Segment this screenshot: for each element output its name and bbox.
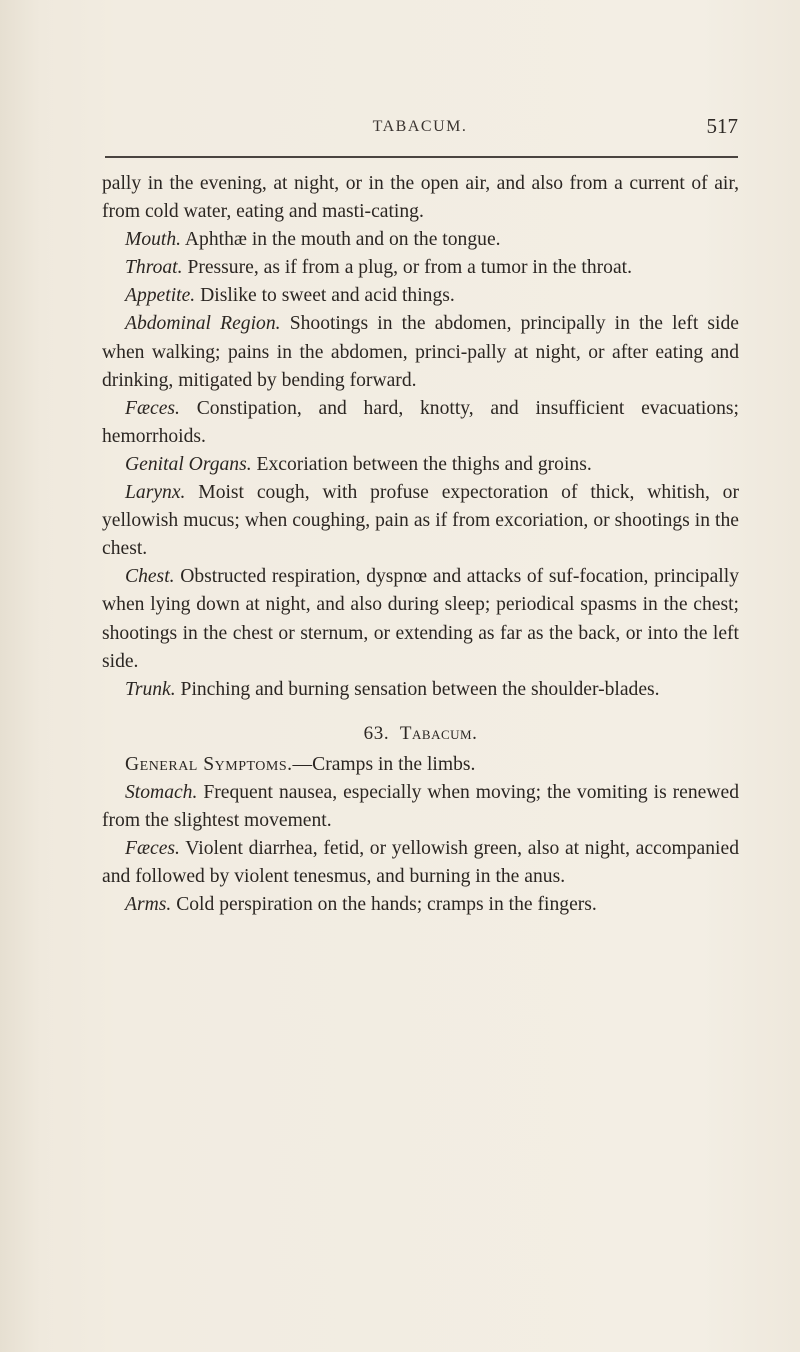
paragraph-faeces-2 [102, 835, 739, 891]
paragraph-text: Aphthæ in the mouth and on the tongue. [184, 229, 501, 251]
paragraph-label: Throat. [125, 257, 183, 279]
paragraph-label: Mouth. [125, 229, 182, 251]
section-number: 63. [363, 722, 390, 744]
paragraph-text: Dislike to sweet and acid things. [200, 285, 455, 307]
paragraph-label: General Symptoms. [125, 753, 293, 775]
paragraph-text: Excoriation between the thighs and groins. [256, 453, 592, 475]
header-rule [105, 156, 738, 158]
paragraph-label: Fæces. [125, 397, 180, 419]
page-header [102, 114, 738, 144]
paragraph-text: Cold perspiration on the hands; cramps in the fingers. [176, 894, 597, 916]
paragraph-text: pally in the evening, at night, or in the open air, and also from a current of air, from cold water, eating and masti-cating. [102, 173, 739, 223]
paragraph-abdominal-region [102, 310, 739, 394]
page-number: 517 [706, 114, 738, 138]
paragraph-text: Constipation, and hard, knotty, and insufficient evacuations; hemorrhoids. [102, 397, 739, 447]
running-title: TABACUM. [372, 118, 468, 135]
paragraph-text: Obstructed respiration, dyspnœ and attacks of suf-focation, principally when lying down at night, and also during sleep; periodical spasms in the chest; shootings in the chest or sternum, or extending as far as the back, or into the left side. [102, 566, 739, 672]
paragraph-label: Trunk. [125, 678, 176, 700]
paragraph-chest [102, 563, 739, 675]
paragraph-stomach [102, 779, 739, 835]
section-heading [102, 720, 739, 748]
paragraph-mouth [102, 226, 739, 254]
paragraph-label: Chest. [125, 566, 175, 588]
paragraph-arms [102, 891, 739, 919]
paragraph-throat [102, 254, 739, 282]
paragraph-text: Violent diarrhea, fetid, or yellowish green, also at night, accompanied and followed by violent tenesmus, and burning in the anus. [102, 838, 739, 888]
paragraph-text: Pressure, as if from a plug, or from a tumor in the throat. [187, 257, 632, 279]
paragraph-trunk [102, 676, 739, 704]
paragraph-label: Arms. [125, 894, 172, 916]
paragraph-label: Larynx. [125, 482, 186, 504]
paragraph-genital-organs [102, 451, 739, 479]
section-title: Tabacum. [399, 722, 478, 744]
paragraph-general-symptoms [102, 751, 739, 779]
paragraph-appetite [102, 282, 739, 310]
paragraph-label: Appetite. [125, 285, 196, 307]
paragraph-text: Moist cough, with profuse expectoration of thick, whitish, or yellowish mucus; when coughing, pain as if from excoriation, or shootings in the chest. [102, 482, 739, 560]
paragraph-larynx [102, 479, 739, 563]
paragraph-faeces [102, 395, 739, 451]
paragraph-text: Frequent nausea, especially when moving; the vomiting is renewed from the slightest movement. [102, 781, 739, 832]
paragraph-text: Pinching and burning sensation between the shoulder-blades. [180, 678, 660, 700]
body-text [102, 170, 739, 919]
paragraph-continuation [102, 170, 739, 226]
paragraph-text: Shootings in the abdomen, principally in the left side when walking; pains in the abdomen, princi-pally at night, or after eating and drinking, mitigated by bending forward. [102, 313, 739, 391]
paragraph-label: Stomach. [125, 781, 198, 803]
paragraph-label: Fæces. [125, 838, 180, 860]
paragraph-label: Abdominal Region. [125, 313, 281, 335]
paragraph-text: —Cramps in the limbs. [292, 753, 476, 775]
paragraph-label: Genital Organs. [125, 453, 252, 475]
